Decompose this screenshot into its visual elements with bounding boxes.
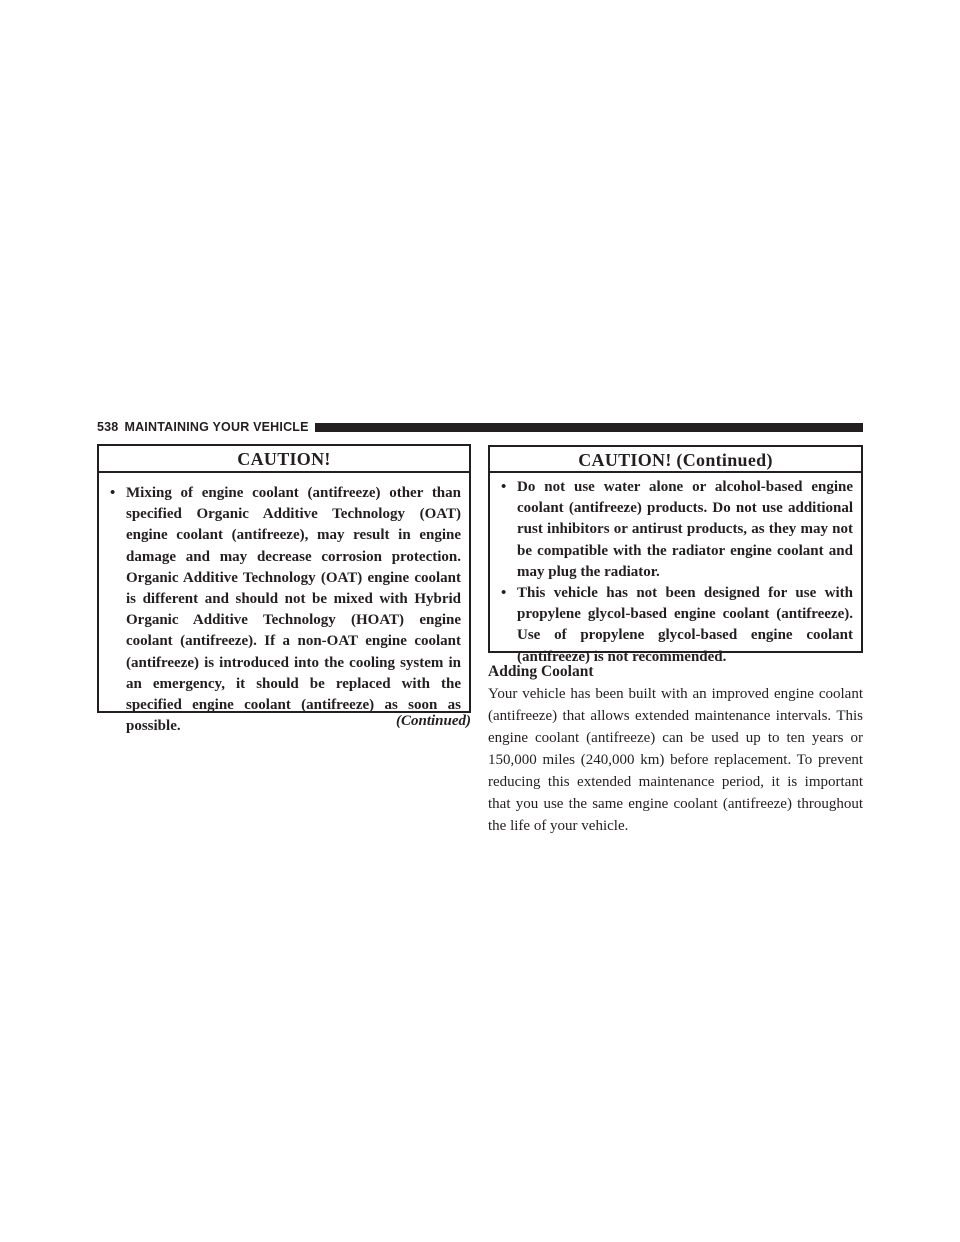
continued-label: (Continued)	[395, 713, 471, 729]
bullet-icon: •	[110, 485, 116, 501]
section-heading-adding-coolant: Adding Coolant	[488, 663, 594, 680]
section-title: MAINTAINING YOUR VEHICLE	[124, 420, 309, 434]
caution-item	[501, 477, 853, 583]
page-header	[97, 419, 863, 435]
caution-item-text: Mixing of engine coolant (antifreeze) other than specified Organic Additive Technology (OAT) engine coolant (antifreeze), may result in engine damage and may decrease corrosion protection. Organic Additive Technology (OAT) engine coolant is different and should not be mixed with Hybrid Organic Additive Technology (HOAT) engine coolant (antifreeze). If a non-OAT engine coolant (antifreeze) is introduced into the cooling system in an emergency, it should be replaced with the specified engine coolant (antifreeze) as soon as possible.	[126, 485, 461, 735]
bullet-icon: •	[501, 585, 507, 602]
caution-item	[501, 583, 853, 668]
caution-item-text: This vehicle has not been designed for use with propylene glycol-based engine coolant (antifreeze). Use of propylene glycol-based engine coolant (antifreeze) is not recommended.	[517, 585, 853, 665]
caution-item-text: Do not use water alone or alcohol-based engine coolant (antifreeze) products. Do not use additional rust inhibitors or antirust products, as they may not be compatible with the radiator engine coolant and may plug the radiator.	[517, 479, 853, 580]
caution-box-right	[488, 445, 863, 665]
bullet-icon: •	[501, 479, 507, 495]
caution-title-right: CAUTION! (Continued)	[490, 447, 861, 473]
caution-title-left: CAUTION!	[99, 446, 469, 473]
caution-item	[110, 483, 461, 737]
caution-list-right	[490, 473, 861, 668]
adding-coolant-paragraph: Your vehicle has been built with an improved engine coolant (antifreeze) that allows extended maintenance intervals. This engine coolant (antifreeze) can be used up to ten years or 150,000 miles (240,000 km) before replacement. To prevent reducing this extended maintenance period, it is important that you use the same engine coolant (antifreeze) throughout the life of your vehicle.	[488, 686, 863, 834]
header-rule	[315, 423, 863, 432]
page-number: 538	[97, 420, 119, 434]
caution-list-left	[99, 473, 469, 737]
